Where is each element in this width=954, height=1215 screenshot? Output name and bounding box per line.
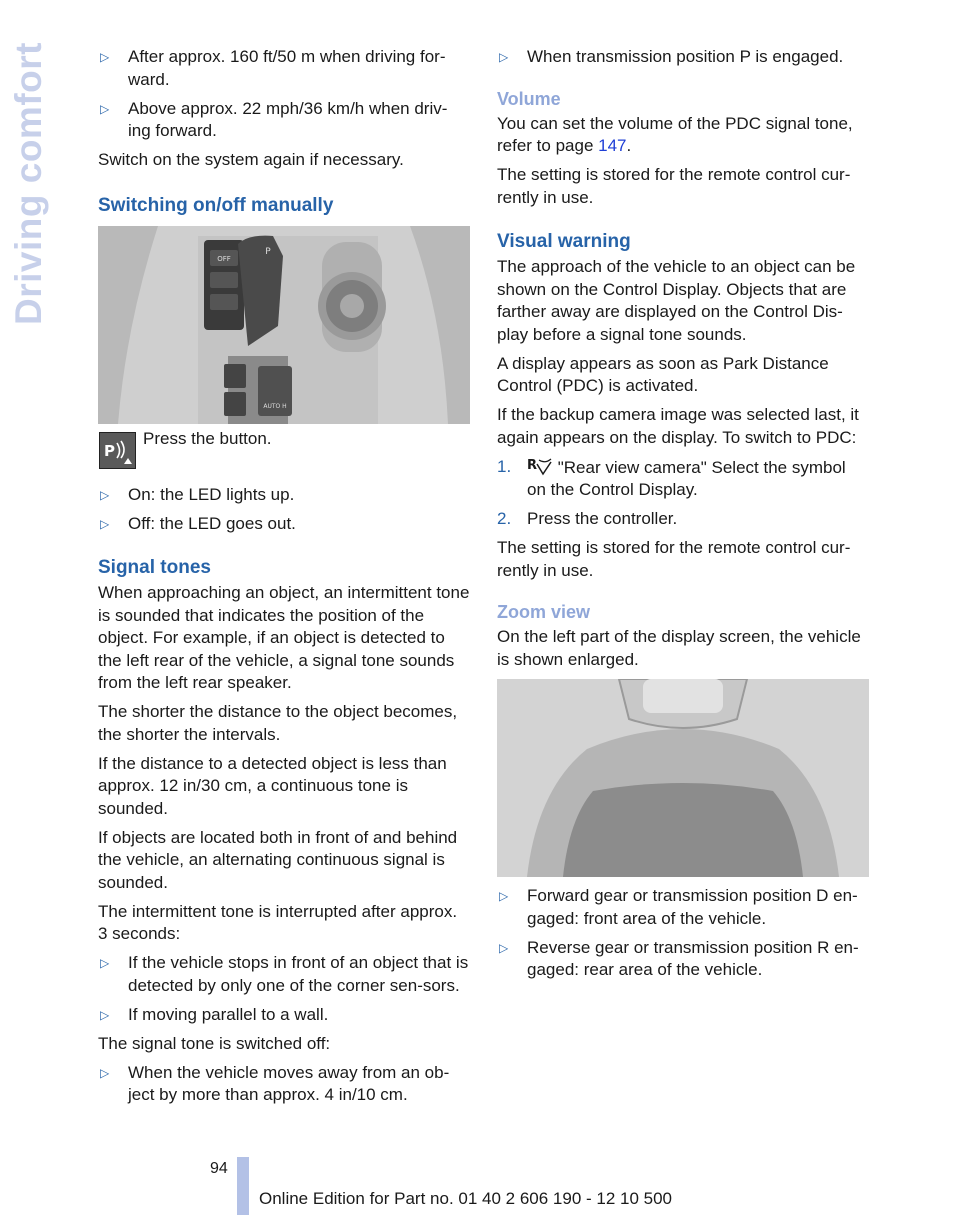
paragraph: If the distance to a detected object is less than approx. 12 in/30 cm, a continuous tone is sounded. — [98, 753, 447, 818]
heading-switching-manually: Switching on/off manually — [98, 194, 334, 216]
list-item: ▷ Reverse gear or transmission position R en-gaged: rear area of the vehicle. — [499, 937, 859, 979]
triangle-bullet-icon: ▷ — [100, 50, 110, 64]
triangle-bullet-icon: ▷ — [499, 889, 509, 903]
led-bullet-list — [98, 484, 470, 536]
center-console-figure — [98, 226, 470, 424]
heading-visual-warning: Visual warning — [497, 231, 631, 252]
off-bullet-list — [98, 1062, 470, 1107]
interrupt-bullet-list — [98, 952, 470, 1026]
paragraph: Switch on the system again if necessary. — [98, 150, 404, 169]
list-item: ▷ Forward gear or transmission position D en-gaged: front area of the vehicle. — [499, 886, 858, 928]
bullet-list-top — [98, 46, 470, 143]
rear-view-camera-icon — [527, 456, 553, 476]
triangle-bullet-icon: ▷ — [499, 50, 509, 64]
bullet-list-p — [497, 46, 869, 69]
list-item: 2. Press the controller. — [497, 508, 869, 531]
triangle-bullet-icon: ▷ — [100, 1065, 110, 1080]
list-item: ▷ After approx. 160 ft/50 m when driving for-ward. — [100, 47, 446, 89]
triangle-bullet-icon: ▷ — [100, 516, 110, 531]
footer-edition: Online Edition for Part no. 01 40 2 606 190 - 12 10 500 — [259, 1189, 673, 1208]
page-number: 94 — [210, 1160, 228, 1177]
triangle-bullet-icon: ▷ — [100, 956, 110, 970]
left-column — [98, 46, 470, 1113]
paragraph: The intermittent tone is interrupted after approx. 3 seconds: — [98, 901, 458, 943]
console-off-label: OFF — [217, 254, 231, 263]
triangle-bullet-icon: ▷ — [499, 940, 509, 955]
console-auto-label: AUTO H — [263, 402, 287, 410]
list-item: ▷ If the vehicle stops in front of an object that is detected by only one of the corner sen-sors. — [100, 953, 469, 995]
heading-volume: Volume — [497, 88, 561, 109]
page-reference-link[interactable]: 147 — [598, 136, 627, 155]
list-item: ▷ If moving parallel to a wall. — [98, 1004, 470, 1027]
footer-bar — [237, 1157, 249, 1215]
zoom-bullet-list — [497, 885, 869, 982]
list-item: ▷ When the vehicle moves away from an ob-ject by more than approx. 4 in/10 cm. — [100, 1062, 450, 1104]
svg-text:P: P — [104, 441, 115, 460]
pdc-button-icon — [99, 432, 136, 469]
paragraph: The shorter the distance to the object becomes, the shorter the intervals. — [98, 702, 458, 744]
list-item: ▷ On: the LED lights up. — [98, 484, 470, 507]
paragraph: When approaching an object, an intermittent tone is sounded that indicates the position of the object. For example, if an object is detected to the left rear of the vehicle, a signal tone sounds from the left rear speaker. — [98, 583, 470, 692]
list-item: ▷ Above approx. 22 mph/36 km/h when driv-ing forward. — [100, 98, 448, 140]
steps-list — [497, 456, 869, 531]
triangle-bullet-icon: ▷ — [100, 487, 110, 502]
paragraph: The setting is stored for the remote control cur-rently in use. — [497, 165, 851, 207]
heading-zoom-view: Zoom view — [497, 602, 591, 622]
paragraph: The approach of the vehicle to an object can be shown on the Control Display. Objects that are farther away are displayed on the Control Dis-play before a signal tone sounds. — [497, 257, 856, 344]
paragraph: The signal tone is switched off: — [98, 1033, 331, 1053]
svg-text:R: R — [527, 457, 538, 473]
right-column — [497, 46, 869, 988]
triangle-bullet-icon: ▷ — [100, 101, 110, 116]
paragraph: On the left part of the display screen, the vehicle is shown enlarged. — [497, 627, 861, 669]
paragraph: You can set the volume of the PDC signal tone, refer to page 147. — [497, 113, 853, 155]
paragraph: If objects are located both in front of and behind the vehicle, an alternating continuous signal is sounded. — [98, 827, 458, 892]
step-number: 2. — [497, 509, 512, 528]
pdc-button-row — [98, 428, 470, 474]
list-item: 1. R "Rear view camera" Select the symbol on the Control Display. — [497, 456, 846, 499]
console-p-label: P — [265, 246, 271, 257]
press-button-text: Press the button. — [143, 428, 272, 448]
list-item: ▷ Off: the LED goes out. — [98, 513, 470, 536]
step-number: 1. — [497, 456, 512, 476]
zoom-view-figure — [497, 679, 869, 877]
paragraph: If the backup camera image was selected last, it again appears on the display. To switch to PDC: — [497, 405, 859, 447]
triangle-bullet-icon: ▷ — [100, 1007, 110, 1022]
list-item: ▷ When transmission position P is engaged. — [497, 46, 869, 69]
paragraph: The setting is stored for the remote control cur-rently in use. — [497, 538, 851, 580]
side-section-title: Driving comfort — [8, 42, 49, 325]
heading-signal-tones: Signal tones — [98, 557, 211, 578]
paragraph: A display appears as soon as Park Distance Control (PDC) is activated. — [497, 353, 829, 395]
